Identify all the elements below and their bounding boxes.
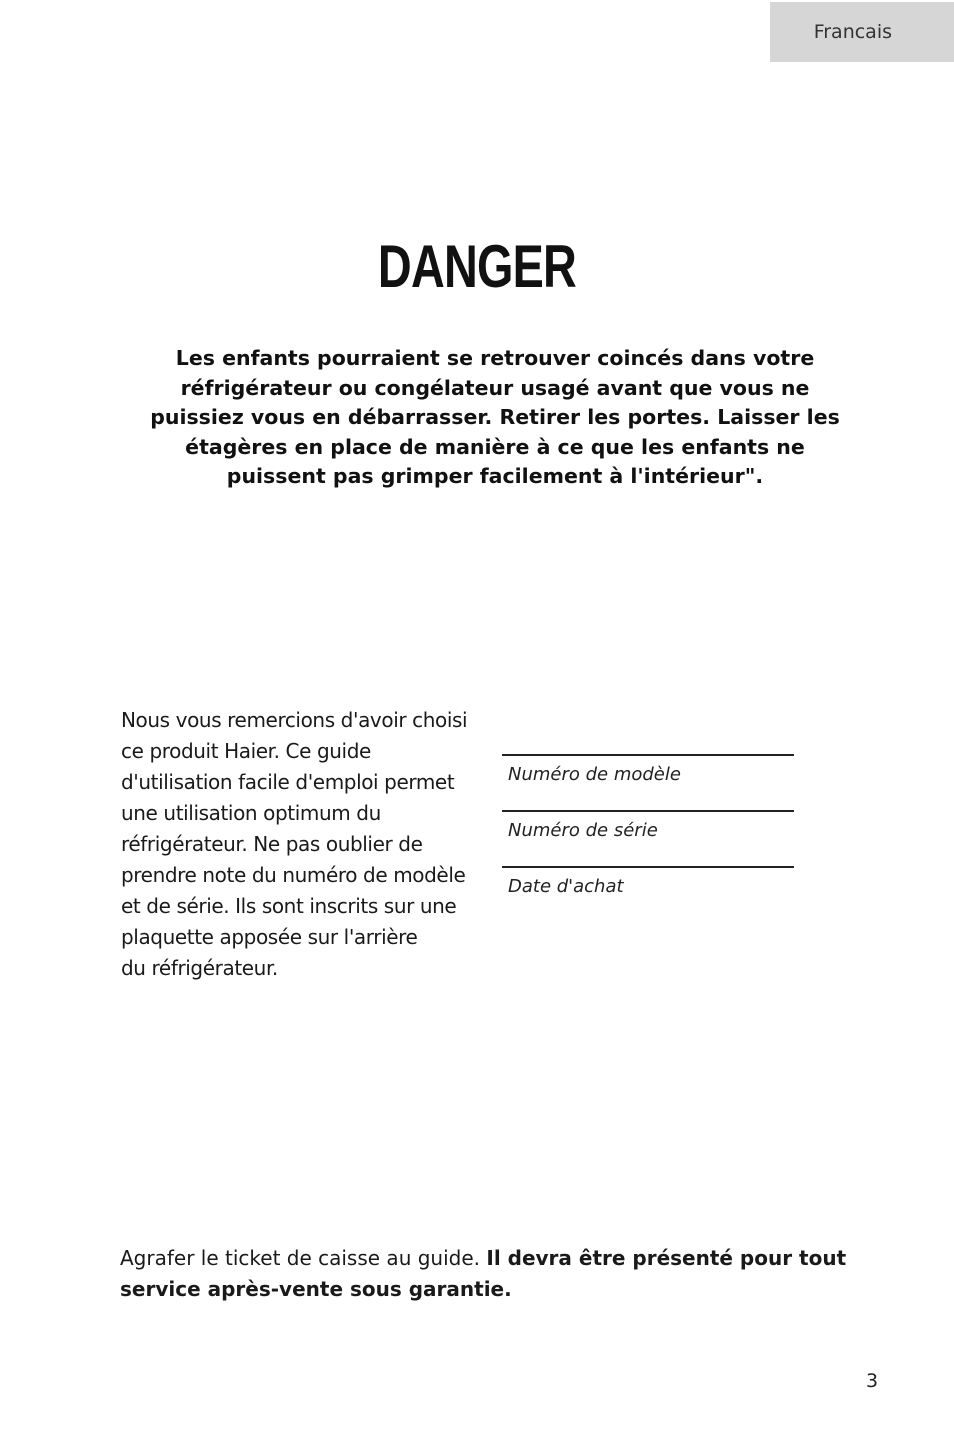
purchase-date-label: Date d'achat: [508, 876, 624, 897]
model-number-label: Numéro de modèle: [508, 764, 681, 785]
registration-fields: [502, 754, 794, 922]
receipt-note-bold: Il devra être présenté pour tout service après-vente sous garantie.: [120, 1246, 847, 1301]
serial-number-label: Numéro de série: [508, 820, 658, 841]
purchase-date-field: [502, 866, 794, 922]
receipt-note: [120, 1243, 860, 1305]
serial-number-field: [502, 810, 794, 866]
language-tab: [770, 2, 954, 62]
danger-title: DANGER: [377, 233, 577, 300]
intro-paragraph: Nous vous remercions d'avoir choisi ce produit Haier. Ce guide d'utilisation facile d'emploi permet une utilisation optimum du réfrigérateur. Ne pas oublier de prendre note du numéro de modèle et de série. Ils sont inscrits sur une plaquette apposée sur l'arrière du réfrigérateur.: [121, 708, 468, 980]
language-label: Francais: [813, 21, 892, 43]
receipt-note-normal: Agrafer le ticket de caisse au guide.: [120, 1246, 487, 1270]
model-number-field: [502, 754, 794, 810]
page-number: 3: [866, 1370, 879, 1392]
danger-warning-text: Les enfants pourraient se retrouver coincés dans votre réfrigérateur ou congélateur usagé avant que vous ne puissiez vous en débarrasser. Retirer les portes. Laisser les étagères en place de manière à ce que les enfants ne puissent pas grimper facilement à l'intérieur".: [150, 346, 840, 488]
